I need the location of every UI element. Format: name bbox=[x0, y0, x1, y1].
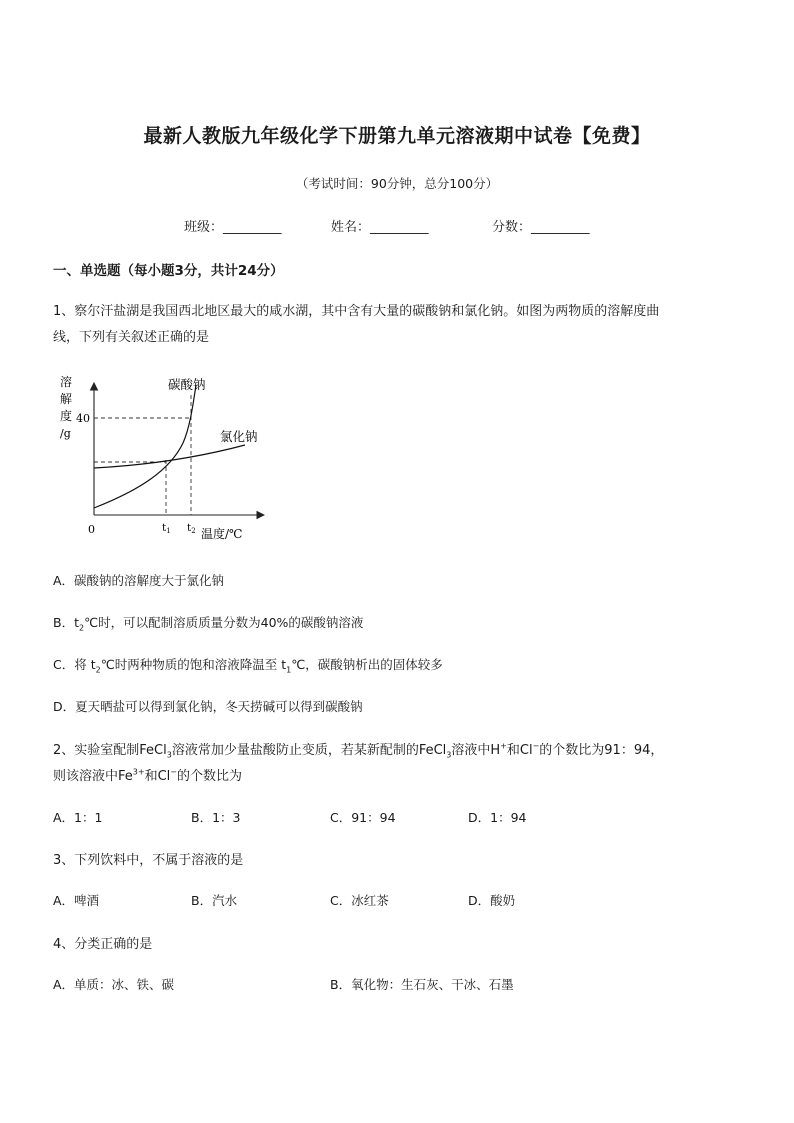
q2-text-line1: 2、实验室配制FeCl$_3$溶液常加少量盐酸防止变质，若某新配制的FeCl$_3$溶液中H+和Cl−的个数比为91：94， bbox=[53, 741, 664, 760]
q3-option-b[interactable]: B．汽水 bbox=[191, 893, 238, 908]
origin-label: 0 bbox=[88, 523, 95, 536]
q3-text: 3、下列饮料中，不属于溶液的是 bbox=[53, 853, 244, 868]
q2-option-c[interactable]: C．91：94 bbox=[330, 810, 396, 825]
na2co3-label: 碳酸钠 bbox=[168, 377, 206, 392]
x-axis-label: 温度/℃ bbox=[201, 527, 243, 541]
q4-option-b[interactable]: B．氧化物：生石灰、干冰、石墨 bbox=[330, 977, 514, 992]
class-blank[interactable]: _________ bbox=[223, 220, 282, 235]
q4-text: 4、分类正确的是 bbox=[53, 937, 153, 952]
q2-text-line2: 则该溶液中$Fe^{3+}$和Cl−的个数比为 bbox=[53, 767, 242, 784]
q1-option-c[interactable]: C．将 $t_2℃$时两种物质的饱和溶液降温至 $t_1℃$，碳酸钠析出的固体较多 bbox=[53, 657, 443, 675]
section-heading-single-choice: 一、单选题（每小题3分，共计24分） bbox=[53, 263, 284, 279]
name-blank[interactable]: _________ bbox=[370, 220, 429, 235]
name-field[interactable] bbox=[331, 216, 429, 235]
q4-option-a[interactable]: A．单质：冰、铁、碳 bbox=[53, 977, 175, 992]
score-field[interactable] bbox=[492, 216, 590, 235]
q1-text-line1: 1、察尔汗盐湖是我国西北地区最大的咸水湖，其中含有大量的碳酸钠和氯化钠。如图为两物质的溶解度曲 bbox=[53, 304, 660, 319]
y-axis-label-4: /g bbox=[60, 427, 71, 440]
q2-option-d[interactable]: D．1：94 bbox=[468, 810, 527, 825]
class-field[interactable] bbox=[184, 216, 282, 235]
exam-duration-note: （考试时间：90分钟，总分100分） bbox=[295, 176, 499, 191]
q2-option-a[interactable]: A．1：1 bbox=[53, 810, 103, 825]
q1-option-d[interactable]: D．夏天晒盐可以得到氯化钠，冬天捞碱可以得到碳酸钠 bbox=[53, 699, 363, 714]
y-axis-label-1: 溶 bbox=[60, 375, 73, 389]
q3-option-d[interactable]: D．酸奶 bbox=[468, 893, 516, 908]
score-blank[interactable]: _________ bbox=[531, 220, 590, 235]
q1-option-b[interactable]: B．$t_2℃$时，可以配制溶质质量分数为40%的碳酸钠溶液 bbox=[53, 615, 364, 633]
q1-text-line2: 线，下列有关叙述正确的是 bbox=[53, 330, 210, 345]
y-tick-40: 40 bbox=[76, 412, 90, 425]
na2co3-curve bbox=[94, 385, 196, 508]
q3-option-c[interactable]: C．冰红茶 bbox=[330, 893, 389, 908]
class-label: 班级： bbox=[184, 220, 224, 235]
solubility-chart bbox=[50, 365, 290, 550]
nacl-curve bbox=[94, 445, 245, 468]
nacl-label: 氯化钠 bbox=[220, 429, 258, 444]
t2-label: t2 bbox=[187, 522, 196, 535]
t1-label: t1 bbox=[162, 522, 171, 535]
q1-option-a[interactable]: A．碳酸钠的溶解度大于氯化钠 bbox=[53, 573, 225, 588]
page-title: 最新人教版九年级化学下册第九单元溶液期中试卷【免费】 bbox=[143, 125, 651, 147]
y-axis-label-3: 度 bbox=[60, 409, 73, 423]
name-label: 姓名： bbox=[331, 220, 371, 235]
y-axis-label-2: 解 bbox=[60, 392, 73, 406]
score-label: 分数： bbox=[492, 220, 532, 235]
q2-option-b[interactable]: B．1：3 bbox=[191, 810, 241, 825]
q3-option-a[interactable]: A．啤酒 bbox=[53, 893, 100, 908]
